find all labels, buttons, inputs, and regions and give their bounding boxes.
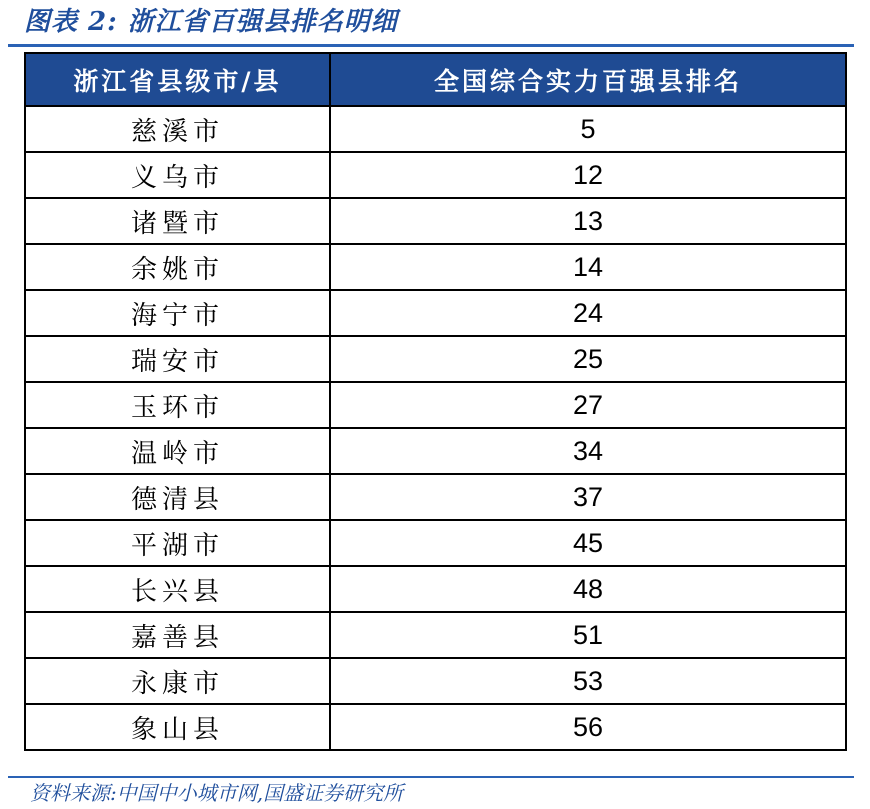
- title-divider: [8, 44, 854, 47]
- county-name: 玉环市: [25, 382, 330, 428]
- figure-title: 图表 2: 浙江省百强县排名明细: [24, 7, 398, 37]
- county-rank: 27: [330, 382, 846, 428]
- table-row: [25, 336, 846, 382]
- county-rank: 5: [330, 106, 846, 152]
- source-note: 资料来源:中国中小城市网,国盛证券研究所: [30, 781, 404, 805]
- county-rank: 13: [330, 198, 846, 244]
- county-name: 德清县: [25, 474, 330, 520]
- header-county: 浙江省县级市/县: [25, 53, 330, 106]
- table-row: [25, 658, 846, 704]
- table-row: [25, 152, 846, 198]
- county-rank: 37: [330, 474, 846, 520]
- county-name: 义乌市: [25, 152, 330, 198]
- county-name: 余姚市: [25, 244, 330, 290]
- county-rank: 24: [330, 290, 846, 336]
- county-name: 永康市: [25, 658, 330, 704]
- source-divider: [8, 776, 854, 778]
- county-name: 诸暨市: [25, 198, 330, 244]
- table-row: [25, 704, 846, 750]
- county-name: 慈溪市: [25, 106, 330, 152]
- county-name: 平湖市: [25, 520, 330, 566]
- county-name: 瑞安市: [25, 336, 330, 382]
- county-name: 温岭市: [25, 428, 330, 474]
- table-row: [25, 382, 846, 428]
- county-rank: 48: [330, 566, 846, 612]
- header-rank: 全国综合实力百强县排名: [330, 53, 846, 106]
- county-name: 海宁市: [25, 290, 330, 336]
- county-rank: 34: [330, 428, 846, 474]
- table-header-row: [25, 53, 846, 106]
- county-rank: 14: [330, 244, 846, 290]
- table-row: [25, 106, 846, 152]
- table-row: [25, 474, 846, 520]
- table-row: [25, 244, 846, 290]
- county-name: 长兴县: [25, 566, 330, 612]
- county-rank: 56: [330, 704, 846, 750]
- table-row: [25, 612, 846, 658]
- table-row: [25, 428, 846, 474]
- county-rank: 12: [330, 152, 846, 198]
- county-rank: 51: [330, 612, 846, 658]
- county-name: 嘉善县: [25, 612, 330, 658]
- ranking-table: [24, 52, 847, 751]
- county-rank: 25: [330, 336, 846, 382]
- table-row: [25, 566, 846, 612]
- table-row: [25, 290, 846, 336]
- table-row: [25, 198, 846, 244]
- county-rank: 53: [330, 658, 846, 704]
- county-name: 象山县: [25, 704, 330, 750]
- county-rank: 45: [330, 520, 846, 566]
- table-row: [25, 520, 846, 566]
